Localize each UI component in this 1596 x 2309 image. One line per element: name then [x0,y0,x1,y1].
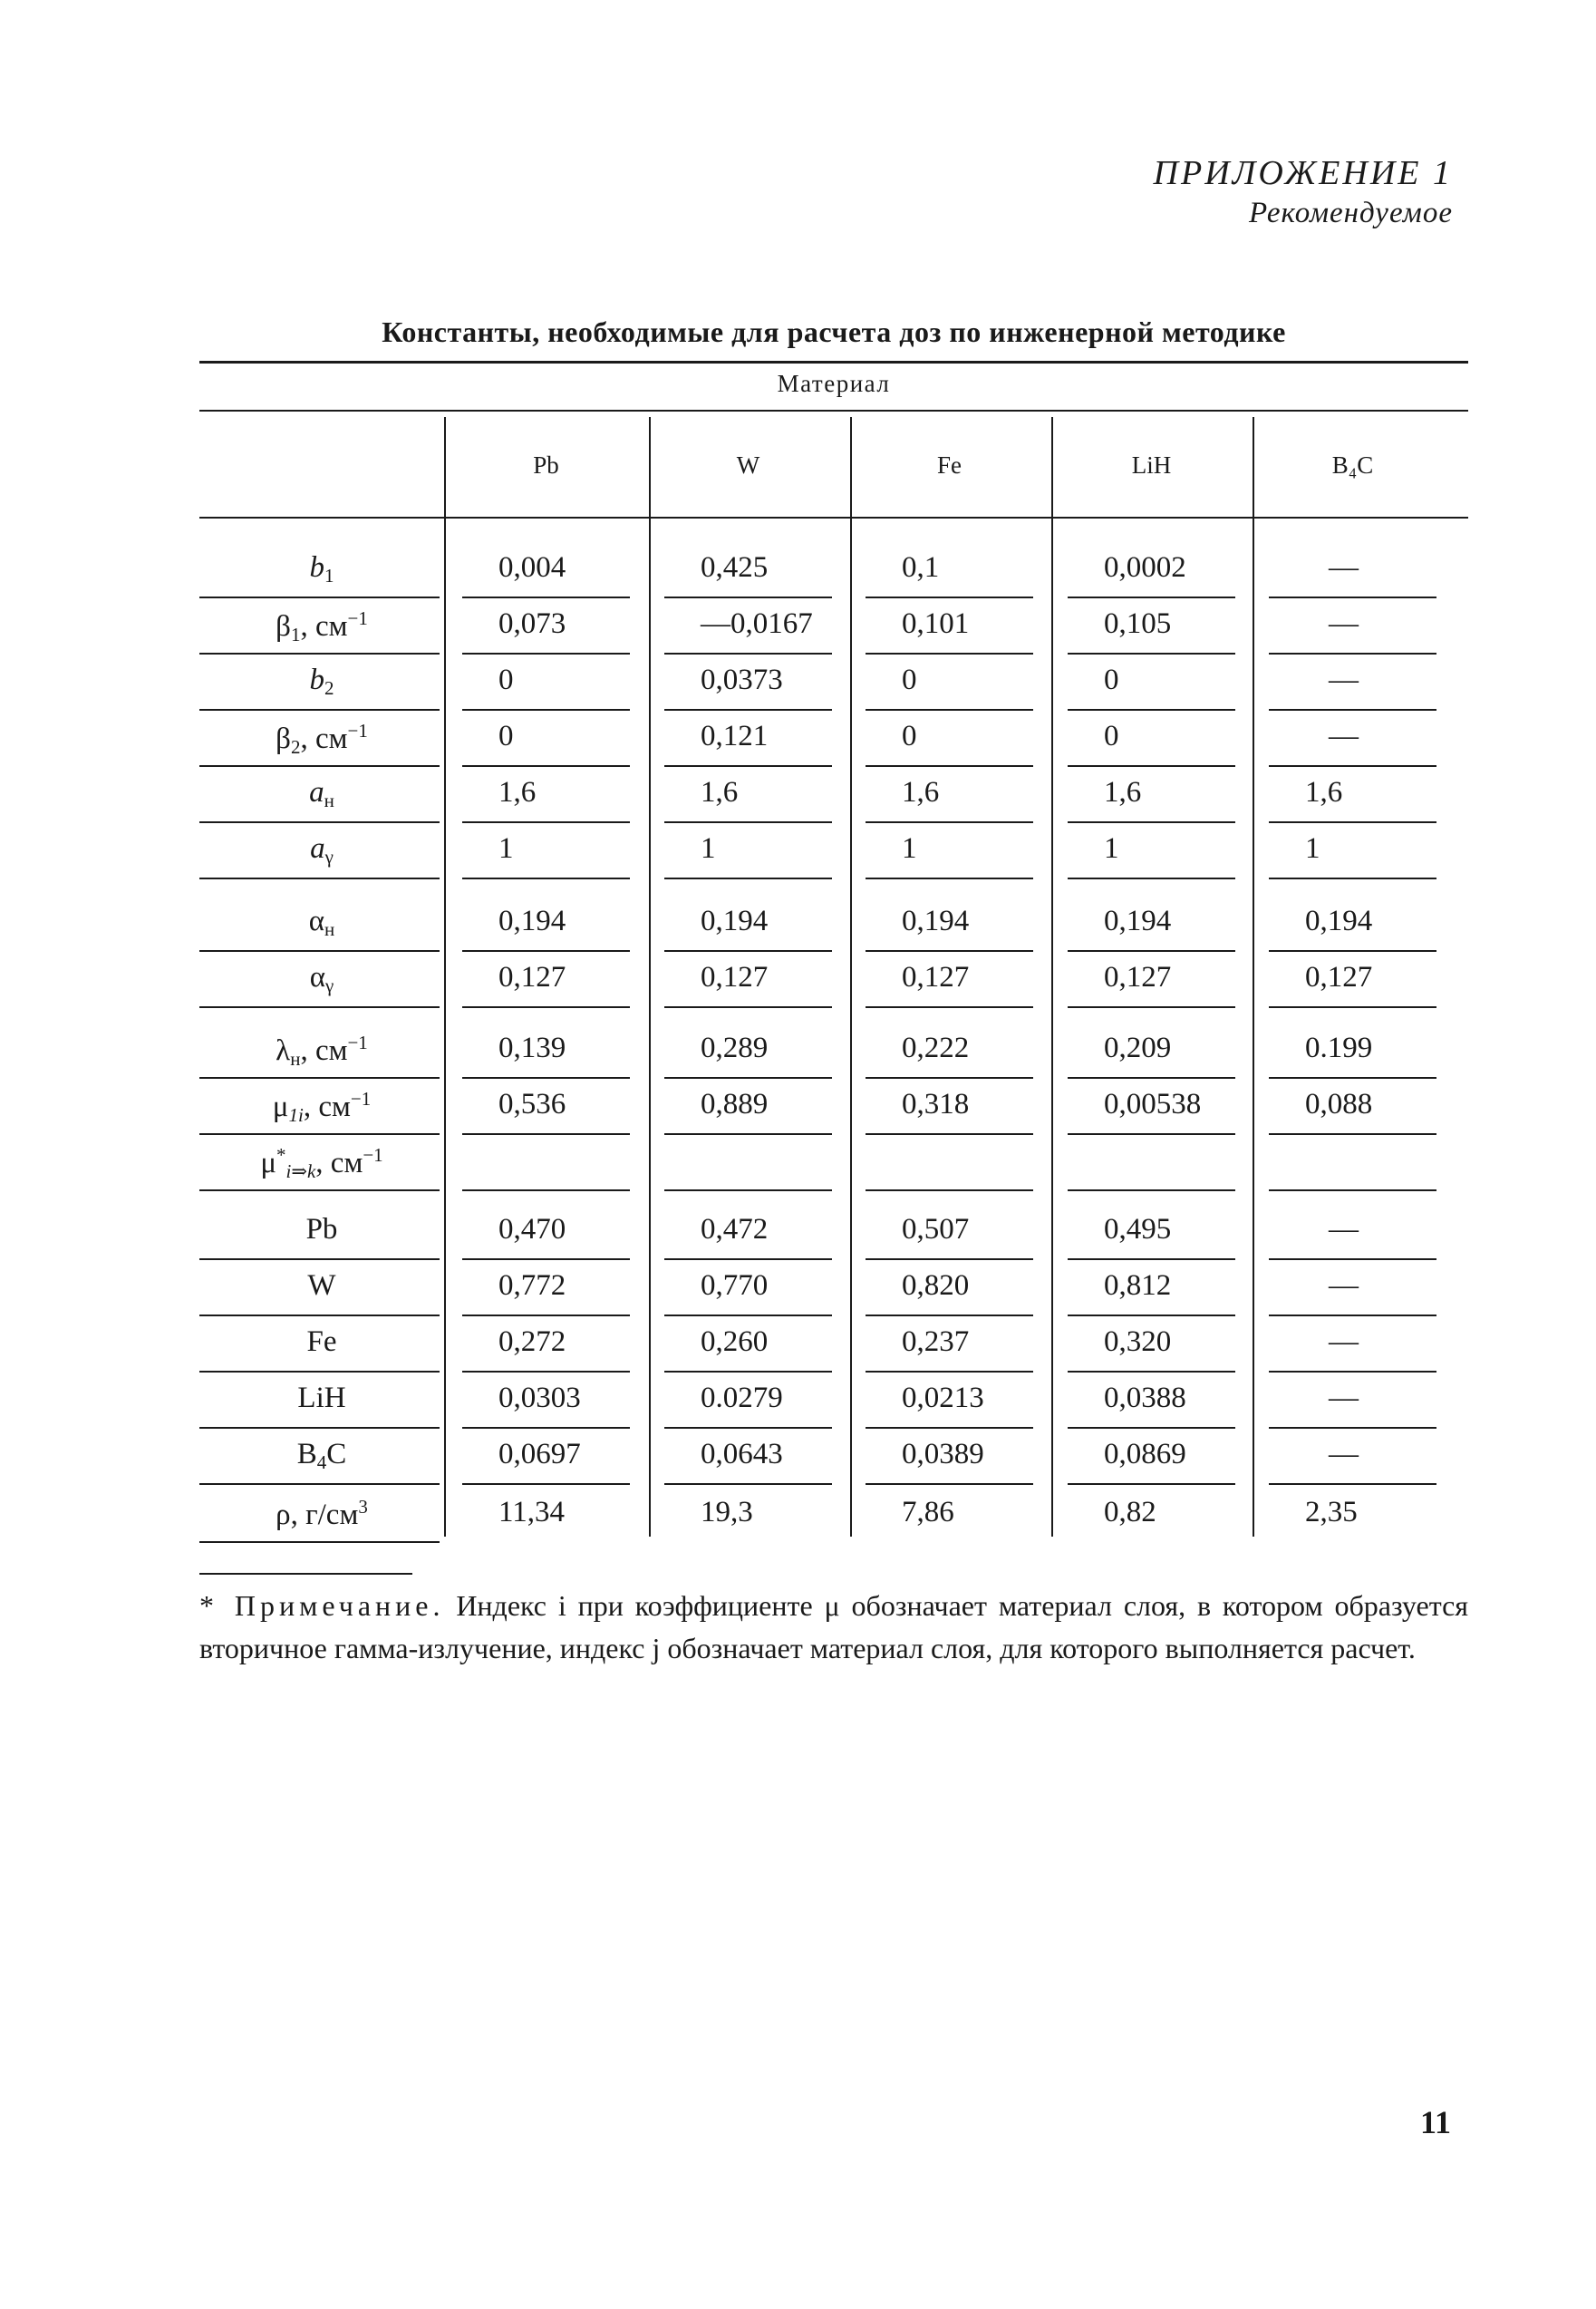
appendix-subtitle: Рекомендуемое [1248,197,1453,229]
cell-rule [462,1427,630,1429]
table-row-b4c [199,1431,1468,1485]
cell-rule [866,821,1033,823]
cell-beta2-4: — [1329,720,1359,752]
row-label-subscript: н [324,790,334,811]
cell-rule [664,765,832,767]
cell-beta1-2: 0,101 [902,607,970,640]
table-row-w [199,1262,1468,1316]
cell-alpha_gamma-2: 0,127 [902,961,970,994]
row-label-rule [199,1189,440,1191]
row-label-unit: , см [300,610,348,643]
row-label-b4c [199,1438,444,1474]
cell-rho-1: 19,3 [701,1496,753,1528]
cell-beta1-1: —0,0167 [701,607,813,640]
cell-rule [664,950,832,952]
cell-rule [664,1427,832,1429]
cell-alpha_n-1: 0,194 [701,905,769,937]
cell-alpha_n-4: 0,194 [1305,905,1373,937]
cell-rule [462,1258,630,1260]
row-label-rule [199,950,440,952]
table-row-pb [199,1206,1468,1260]
table-row-b1 [199,544,1468,598]
cell-rule [1269,950,1436,952]
cell-a_gamma-0: 1 [498,832,514,865]
cell-pb-3: 0,495 [1104,1213,1172,1246]
cell-rule [1068,821,1235,823]
cell-beta2-1: 0,121 [701,720,769,752]
row-label-rule [199,1077,440,1079]
header-bottom-rule [199,517,1468,519]
row-label-lambda_n [199,1032,444,1071]
cell-w-0: 0,772 [498,1269,566,1302]
group-header-material: Материал [777,370,891,397]
row-label-b2 [199,664,444,700]
cell-rule [1269,1371,1436,1373]
cell-b4c-2: 0,0389 [902,1438,984,1470]
cell-rho-0: 11,34 [498,1496,566,1528]
row-label-rule [199,1258,440,1260]
table-row-a_gamma [199,825,1468,879]
column-header-1: W [736,451,760,479]
table-row-mu_ik [199,1137,1468,1191]
row-label-subscript: 2 [324,677,334,699]
row-label-unit: , см [300,1034,348,1067]
row-label-mu_ik [199,1144,444,1183]
cell-rule [462,950,630,952]
row-label-unit: , см [303,1091,351,1123]
cell-rule [866,950,1033,952]
cell-rule [462,1371,630,1373]
cell-rule [664,1315,832,1316]
table-row-alpha_n [199,897,1468,952]
cell-rule [1269,1427,1436,1429]
cell-rule [866,765,1033,767]
row-label-subscript: н [324,918,335,940]
cell-beta1-3: 0,105 [1104,607,1172,640]
row-label-a_n [199,776,444,812]
cell-rule [1269,821,1436,823]
row-label-symbol: Fe [306,1325,337,1358]
row-label-subscript: н [290,1048,301,1070]
cell-a_n-3: 1,6 [1104,776,1142,809]
cell-b1-4: — [1329,551,1359,584]
cell-lih-3: 0,0388 [1104,1382,1186,1414]
row-label-b1 [199,551,444,587]
cell-rule [866,597,1033,598]
row-label-suffix: C [326,1438,347,1470]
row-label-beta1 [199,607,444,646]
cell-rho-2: 7,86 [902,1496,954,1528]
cell-pb-1: 0,472 [701,1213,769,1246]
cell-rule [664,1133,832,1135]
cell-rule [664,709,832,711]
cell-b4c-4: — [1329,1438,1359,1470]
cell-lih-0: 0,0303 [498,1382,581,1414]
cell-rule [1269,1006,1436,1008]
cell-beta1-4: — [1329,607,1359,640]
row-label-symbol: λ [276,1034,291,1067]
cell-b2-4: — [1329,664,1359,696]
cell-b2-3: 0 [1104,664,1119,696]
cell-a_gamma-3: 1 [1104,832,1119,865]
row-label-symbol: α [308,905,325,937]
row-label-symbol: α [309,961,325,994]
row-label-star: * [276,1144,286,1166]
row-label-fe [199,1325,444,1359]
cell-alpha_gamma-4: 0,127 [1305,961,1373,994]
cell-b4c-3: 0,0869 [1104,1438,1186,1470]
cell-b4c-1: 0,0643 [701,1438,783,1470]
cell-alpha_gamma-0: 0,127 [498,961,566,994]
appendix-heading [1154,152,1453,232]
cell-rule [1068,1006,1235,1008]
cell-lambda_n-2: 0,222 [902,1032,970,1064]
row-label-w [199,1269,444,1303]
column-header-0: Pb [533,451,559,479]
row-label-rule [199,1371,440,1373]
cell-rule [462,765,630,767]
row-label-subscript: 2 [290,736,301,758]
cell-rule [664,1371,832,1373]
cell-rule [1269,1077,1436,1079]
row-label-symbol: ρ, г/см [276,1499,359,1531]
row-label-unit: , см [315,1147,363,1179]
group-header-rule [199,410,1468,412]
table-row-beta1 [199,600,1468,655]
cell-mu_1i-4: 0,088 [1305,1088,1373,1121]
cell-mu_1i-3: 0,00538 [1104,1088,1202,1121]
cell-mu_1i-0: 0,536 [498,1088,566,1121]
cell-rule [664,1006,832,1008]
row-label-rho [199,1496,444,1532]
cell-mu_1i-1: 0,889 [701,1088,769,1121]
cell-b1-2: 0,1 [902,551,940,584]
cell-rule [1068,1189,1235,1191]
cell-rule [1269,653,1436,655]
cell-w-4: — [1329,1269,1359,1302]
cell-rule [1269,597,1436,598]
row-label-symbol: a [310,832,325,865]
cell-alpha_n-0: 0,194 [498,905,566,937]
table-row-lih [199,1374,1468,1429]
cell-fe-0: 0,272 [498,1325,566,1358]
row-label-symbol: a [309,776,324,809]
cell-rule [1269,1189,1436,1191]
row-label-rule [199,709,440,711]
row-label-rule [199,597,440,598]
cell-alpha_gamma-1: 0,127 [701,961,769,994]
cell-rule [462,821,630,823]
cell-fe-1: 0,260 [701,1325,769,1358]
cell-b4c-0: 0,0697 [498,1438,581,1470]
row-label-rule [199,1133,440,1135]
footnote-text: Индекс i при коэффициенте μ обозначает материал слоя, в котором образуется вторичное гамма-излучение, индекс j обозначает материал слоя, для которого выполняется расчет. [199,1589,1469,1664]
cell-w-1: 0,770 [701,1269,769,1302]
cell-rule [664,653,832,655]
cell-rule [866,709,1033,711]
column-header-4: B₄C [1331,451,1374,479]
cell-rule [1269,765,1436,767]
row-label-rule [199,765,440,767]
cell-rule [1068,1371,1235,1373]
cell-rule [1068,950,1235,952]
row-label-rule [199,1006,440,1008]
footnote-rule [199,1573,412,1575]
cell-rule [866,1006,1033,1008]
cell-a_n-4: 1,6 [1305,776,1343,809]
cell-rule [462,1006,630,1008]
cell-b2-0: 0 [498,664,514,696]
row-label-symbol: b [309,664,324,696]
row-label-beta2 [199,720,444,759]
row-label-symbol: β [276,610,291,643]
cell-rule [1068,765,1235,767]
row-label-pb [199,1213,444,1247]
table-row-mu_1i [199,1081,1468,1135]
cell-rule [1068,1077,1235,1079]
row-label-rule [199,1483,440,1485]
cell-rule [866,1258,1033,1260]
table-row-lambda_n [199,1024,1468,1079]
cell-a_n-1: 1,6 [701,776,739,809]
row-label-unit: , см [300,723,348,755]
table-title: Константы, необходимые для расчета доз по инженерной методике [382,315,1286,348]
cell-w-3: 0,812 [1104,1269,1172,1302]
cell-rule [1269,1133,1436,1135]
cell-lambda_n-0: 0,139 [498,1032,566,1064]
row-label-rule [199,878,440,879]
row-label-symbol: μ [260,1147,277,1179]
cell-mu_1i-2: 0,318 [902,1088,970,1121]
row-label-subscript: 1 [324,565,334,587]
row-label-subscript: γ [324,846,334,868]
cell-rule [866,878,1033,879]
cell-rule [1068,878,1235,879]
cell-lambda_n-3: 0,209 [1104,1032,1172,1064]
cell-rule [866,653,1033,655]
table-row-rho [199,1489,1468,1543]
row-label-symbol: μ [272,1091,289,1123]
cell-rule [866,1077,1033,1079]
cell-b1-1: 0,425 [701,551,769,584]
cell-rule [664,597,832,598]
table-top-rule [199,361,1468,364]
row-label-superscript: −1 [347,607,368,629]
cell-rule [664,878,832,879]
cell-a_n-2: 1,6 [902,776,940,809]
row-label-superscript: 3 [358,1496,368,1518]
cell-rule [1068,1315,1235,1316]
row-label-subscript: 1i [288,1104,304,1126]
cell-rule [462,878,630,879]
cell-rule [1068,653,1235,655]
row-label-rule [199,1541,440,1543]
cell-rule [1068,709,1235,711]
cell-rule [462,653,630,655]
cell-rule [664,821,832,823]
cell-rule [1269,1483,1436,1485]
cell-rule [866,1427,1033,1429]
cell-lih-2: 0,0213 [902,1382,984,1414]
cell-pb-2: 0,507 [902,1213,970,1246]
cell-beta2-3: 0 [1104,720,1119,752]
cell-rule [866,1189,1033,1191]
cell-beta1-0: 0,073 [498,607,566,640]
cell-rule [462,1189,630,1191]
cell-beta2-0: 0 [498,720,514,752]
cell-rule [462,1483,630,1485]
row-label-superscript: −1 [347,720,368,742]
row-label-symbol: W [307,1269,336,1302]
row-label-rule [199,653,440,655]
cell-lambda_n-4: 0.199 [1305,1032,1373,1064]
cell-lih-1: 0.0279 [701,1382,783,1414]
cell-rule [462,1315,630,1316]
cell-rule [664,1258,832,1260]
cell-b2-2: 0 [902,664,917,696]
footnote-lead: * Примечание. [199,1589,445,1622]
cell-w-2: 0,820 [902,1269,970,1302]
row-label-symbol: b [309,551,324,584]
row-label-symbol: Pb [305,1213,338,1246]
row-label-alpha_n [199,905,444,941]
cell-fe-3: 0,320 [1104,1325,1172,1358]
cell-rule [866,1483,1033,1485]
column-header-3: LiH [1131,451,1172,479]
cell-rule [462,709,630,711]
cell-rule [664,1189,832,1191]
cell-a_gamma-1: 1 [701,832,716,865]
cell-rho-4: 2,35 [1305,1496,1358,1528]
cell-rule [866,1315,1033,1316]
row-label-rule [199,1427,440,1429]
cell-a_n-0: 1,6 [498,776,537,809]
row-label-symbol: LiH [297,1382,346,1414]
cell-b1-0: 0,004 [498,551,566,584]
cell-pb-0: 0,470 [498,1213,566,1246]
column-header-2: Fe [937,451,962,479]
cell-rule [1269,709,1436,711]
row-label-subscript: γ [325,975,334,996]
cell-alpha_gamma-3: 0,127 [1104,961,1172,994]
cell-rule [462,597,630,598]
cell-lambda_n-1: 0,289 [701,1032,769,1064]
row-label-a_gamma [199,832,444,868]
row-label-alpha_gamma [199,961,444,997]
footnote [199,1585,1468,1670]
row-label-subscript: i⇒k [285,1160,316,1182]
cell-rule [1068,1258,1235,1260]
cell-fe-4: — [1329,1325,1359,1358]
row-label-mu_1i [199,1088,444,1127]
table-row-fe [199,1318,1468,1373]
appendix-title: ПРИЛОЖЕНИЕ 1 [1153,154,1453,192]
cell-pb-4: — [1329,1213,1359,1246]
cell-rule [866,1133,1033,1135]
cell-rule [1068,1483,1235,1485]
cell-rule [664,1077,832,1079]
cell-b1-3: 0,0002 [1104,551,1186,584]
row-label-lih [199,1382,444,1415]
cell-rho-3: 0,82 [1104,1496,1156,1528]
row-label-superscript: −1 [347,1032,368,1053]
cell-a_gamma-2: 1 [902,832,917,865]
cell-rule [462,1133,630,1135]
cell-rule [1068,597,1235,598]
row-label-superscript: −1 [363,1144,383,1166]
cell-rule [664,1483,832,1485]
cell-alpha_n-3: 0,194 [1104,905,1172,937]
page-number: 11 [1419,2104,1451,2140]
row-label-rule [199,1315,440,1316]
cell-rule [1068,1427,1235,1429]
cell-rule [866,1371,1033,1373]
cell-b2-1: 0,0373 [701,664,783,696]
row-label-symbol: β [276,723,291,755]
cell-rule [1068,1133,1235,1135]
cell-rule [1269,1258,1436,1260]
table-row-beta2 [199,713,1468,767]
row-label-subscript: 1 [290,624,301,645]
table-row-b2 [199,656,1468,711]
cell-a_gamma-4: 1 [1305,832,1320,865]
cell-rule [462,1077,630,1079]
table-row-a_n [199,769,1468,823]
cell-rule [1269,1315,1436,1316]
cell-beta2-2: 0 [902,720,917,752]
cell-lih-4: — [1329,1382,1359,1414]
row-label-superscript: −1 [350,1088,372,1110]
cell-rule [1269,878,1436,879]
row-label-symbol: B [296,1438,317,1470]
cell-fe-2: 0,237 [902,1325,970,1358]
row-label-rule [199,821,440,823]
cell-alpha_n-2: 0,194 [902,905,970,937]
table-row-alpha_gamma [199,954,1468,1008]
row-label-subscript: 4 [316,1451,327,1473]
